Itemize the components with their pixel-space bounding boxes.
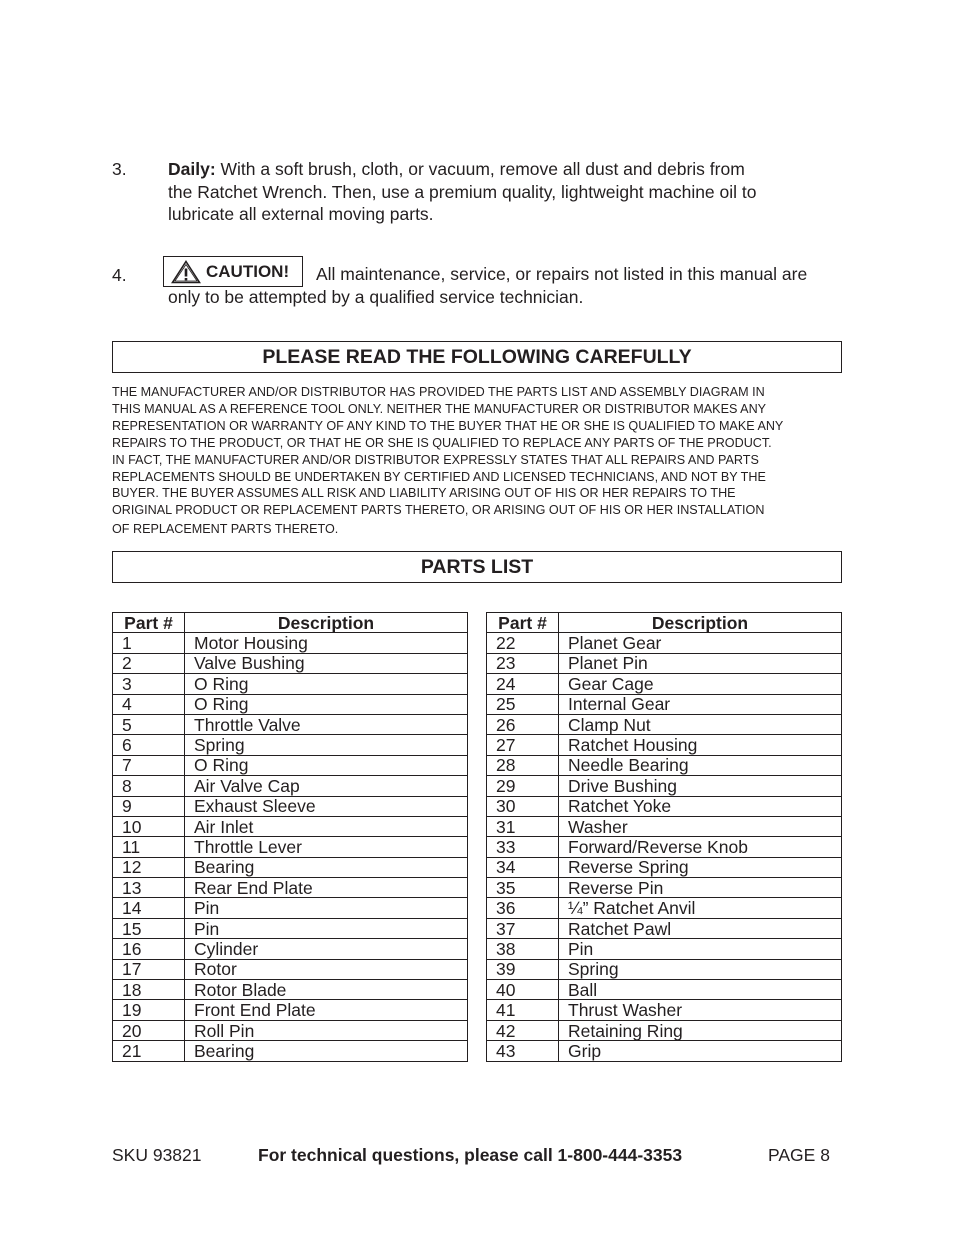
part-number-cell: 34	[487, 857, 559, 877]
part-description-cell: O Ring	[185, 674, 468, 694]
part-description-cell: Bearing	[185, 1041, 468, 1061]
part-description-cell: Planet Pin	[559, 653, 842, 673]
part-number-cell: 35	[487, 878, 559, 898]
part-number-cell: 7	[113, 755, 185, 775]
part-number-cell: 37	[487, 918, 559, 938]
part-number-cell: 42	[487, 1020, 559, 1040]
table-row	[113, 898, 468, 918]
step-3-text	[168, 158, 848, 226]
table-row	[487, 857, 842, 877]
table-row	[487, 959, 842, 979]
part-description-cell: Ratchet Yoke	[559, 796, 842, 816]
part-description-cell: Retaining Ring	[559, 1020, 842, 1040]
footer-contact: For technical questions, please call 1-800-444-3353	[258, 1145, 683, 1165]
table-row	[113, 1041, 468, 1061]
part-description-cell: Rotor	[185, 959, 468, 979]
part-number-cell: 20	[113, 1020, 185, 1040]
table-row	[113, 694, 468, 714]
part-description-cell: Pin	[185, 918, 468, 938]
step-4-line-2: only to be attempted by a qualified service technician.	[168, 287, 584, 307]
disclaimer-line: REPAIRS TO THE PRODUCT, OR THAT HE OR SHE IS QUALIFIED TO REPLACE ANY PARTS OF THE PRODUCT.	[112, 435, 772, 450]
disclaimer-text	[112, 384, 842, 538]
column-header-part: Part #	[113, 613, 185, 633]
table-row	[487, 816, 842, 836]
table-row	[113, 796, 468, 816]
caution-label-box	[163, 256, 303, 287]
part-number-cell: 30	[487, 796, 559, 816]
table-row	[487, 735, 842, 755]
notice-heading: PLEASE READ THE FOLLOWING CAREFULLY	[112, 341, 842, 373]
table-row	[113, 959, 468, 979]
part-number-cell: 31	[487, 816, 559, 836]
column-header-description: Description	[185, 613, 468, 633]
table-row	[487, 1041, 842, 1061]
part-description-cell: Bearing	[185, 857, 468, 877]
part-description-cell: Ratchet Housing	[559, 735, 842, 755]
step-4-number: 4.	[112, 265, 127, 285]
part-description-cell: Reverse Spring	[559, 857, 842, 877]
disclaimer-line: ORIGINAL PRODUCT OR REPLACEMENT PARTS THERETO, OR ARISING OUT OF HIS OR HER INSTALLATION	[112, 503, 765, 518]
parts-table-right	[486, 612, 842, 1062]
warning-triangle-icon	[171, 260, 201, 284]
table-row	[487, 1020, 842, 1040]
table-row	[113, 633, 468, 653]
part-description-cell: O Ring	[185, 755, 468, 775]
parts-table-left	[112, 612, 468, 1062]
part-description-cell: O Ring	[185, 694, 468, 714]
parts-list-heading: PARTS LIST	[112, 551, 842, 583]
part-number-cell: 10	[113, 816, 185, 836]
disclaimer-line: THIS MANUAL AS A REFERENCE TOOL ONLY. NEITHER THE MANUFACTURER OR DISTRIBUTOR MAKES ANY	[112, 401, 767, 416]
table-row	[113, 755, 468, 775]
table-row	[113, 837, 468, 857]
part-number-cell: 12	[113, 857, 185, 877]
table-row	[113, 1000, 468, 1020]
part-number-cell: 21	[113, 1041, 185, 1061]
footer-sku: SKU 93821	[112, 1145, 202, 1165]
table-row	[113, 714, 468, 734]
part-description-cell: Rear End Plate	[185, 878, 468, 898]
part-number-cell: 25	[487, 694, 559, 714]
part-description-cell: Reverse Pin	[559, 878, 842, 898]
part-number-cell: 3	[113, 674, 185, 694]
part-description-cell: Pin	[185, 898, 468, 918]
part-description-cell: Planet Gear	[559, 633, 842, 653]
part-description-cell: Washer	[559, 816, 842, 836]
part-number-cell: 19	[113, 1000, 185, 1020]
step-3-line-3: lubricate all external moving parts.	[168, 204, 434, 224]
part-number-cell: 28	[487, 755, 559, 775]
table-row	[487, 674, 842, 694]
table-row	[113, 816, 468, 836]
part-number-cell: 33	[487, 837, 559, 857]
part-number-cell: 36	[487, 898, 559, 918]
part-description-cell: Valve Bushing	[185, 653, 468, 673]
table-row	[487, 633, 842, 653]
table-row	[113, 735, 468, 755]
parts-table-right-body	[487, 633, 842, 1061]
footer-page-number: PAGE 8	[768, 1145, 830, 1165]
part-number-cell: 14	[113, 898, 185, 918]
caution-label: CAUTION!	[206, 261, 290, 281]
step-4-line-1: All maintenance, service, or repairs not listed in this manual are	[316, 264, 808, 284]
table-row	[487, 653, 842, 673]
table-row	[113, 878, 468, 898]
disclaimer-line: OF REPLACEMENT PARTS THERETO.	[112, 522, 339, 537]
part-number-cell: 18	[113, 980, 185, 1000]
part-description-cell: Front End Plate	[185, 1000, 468, 1020]
part-description-cell: Drive Bushing	[559, 776, 842, 796]
part-number-cell: 4	[113, 694, 185, 714]
table-row	[487, 796, 842, 816]
part-description-cell: Gear Cage	[559, 674, 842, 694]
part-description-cell: Ball	[559, 980, 842, 1000]
part-number-cell: 8	[113, 776, 185, 796]
table-row	[113, 776, 468, 796]
table-row	[113, 980, 468, 1000]
part-number-cell: 1	[113, 633, 185, 653]
table-row	[487, 694, 842, 714]
table-row	[487, 898, 842, 918]
table-row	[487, 755, 842, 775]
part-description-cell: Spring	[559, 959, 842, 979]
part-description-cell: Internal Gear	[559, 694, 842, 714]
part-number-cell: 26	[487, 714, 559, 734]
part-number-cell: 43	[487, 1041, 559, 1061]
column-header-description: Description	[559, 613, 842, 633]
disclaimer-line: REPRESENTATION OR WARRANTY OF ANY KIND TO THE BUYER THAT HE OR SHE IS QUALIFIED TO MAKE ANY	[112, 418, 784, 433]
table-row	[113, 1020, 468, 1040]
part-description-cell: Roll Pin	[185, 1020, 468, 1040]
part-number-cell: 23	[487, 653, 559, 673]
table-row	[487, 980, 842, 1000]
part-number-cell: 15	[113, 918, 185, 938]
part-description-cell: Spring	[185, 735, 468, 755]
part-description-cell: Throttle Valve	[185, 714, 468, 734]
table-row	[113, 918, 468, 938]
step-3-number: 3.	[112, 159, 127, 179]
part-number-cell: 6	[113, 735, 185, 755]
part-description-cell: Throttle Lever	[185, 837, 468, 857]
part-description-cell: Cylinder	[185, 939, 468, 959]
part-description-cell: Clamp Nut	[559, 714, 842, 734]
part-number-cell: 16	[113, 939, 185, 959]
step-3-line-2: the Ratchet Wrench. Then, use a premium quality, lightweight machine oil to	[168, 181, 757, 202]
disclaimer-line: IN FACT, THE MANUFACTURER AND/OR DISTRIBUTOR EXPRESSLY STATES THAT ALL REPAIRS AND PARTS	[112, 452, 759, 467]
part-number-cell: 40	[487, 980, 559, 1000]
step-3-line-1: With a soft brush, cloth, or vacuum, remove all dust and debris from	[215, 159, 745, 179]
part-description-cell: Air Valve Cap	[185, 776, 468, 796]
table-row	[487, 776, 842, 796]
disclaimer-line: REPLACEMENTS SHOULD BE UNDERTAKEN BY CERTIFIED AND LICENSED TECHNICIANS, AND NOT BY THE	[112, 469, 766, 484]
part-description-cell: Forward/Reverse Knob	[559, 837, 842, 857]
column-header-part: Part #	[487, 613, 559, 633]
part-description-cell: Pin	[559, 939, 842, 959]
part-number-cell: 38	[487, 939, 559, 959]
part-number-cell: 22	[487, 633, 559, 653]
disclaimer-line: BUYER. THE BUYER ASSUMES ALL RISK AND LIABILITY ARISING OUT OF HIS OR HER REPAIRS TO THE	[112, 486, 736, 501]
table-row	[113, 674, 468, 694]
part-description-cell: Rotor Blade	[185, 980, 468, 1000]
part-number-cell: 2	[113, 653, 185, 673]
part-number-cell: 9	[113, 796, 185, 816]
table-row	[487, 714, 842, 734]
table-row	[113, 939, 468, 959]
table-row	[487, 837, 842, 857]
part-description-cell: Needle Bearing	[559, 755, 842, 775]
table-row	[487, 1000, 842, 1020]
part-description-cell: Exhaust Sleeve	[185, 796, 468, 816]
table-row	[487, 878, 842, 898]
parts-table-left-body	[113, 633, 468, 1061]
part-description-cell: Motor Housing	[185, 633, 468, 653]
part-description-cell: ¼” Ratchet Anvil	[559, 898, 842, 918]
table-row	[487, 939, 842, 959]
part-description-cell: Thrust Washer	[559, 1000, 842, 1020]
table-row	[113, 653, 468, 673]
part-number-cell: 11	[113, 837, 185, 857]
table-row	[487, 918, 842, 938]
part-number-cell: 41	[487, 1000, 559, 1020]
part-number-cell: 24	[487, 674, 559, 694]
part-description-cell: Air Inlet	[185, 816, 468, 836]
disclaimer-line: THE MANUFACTURER AND/OR DISTRIBUTOR HAS PROVIDED THE PARTS LIST AND ASSEMBLY DIAGRAM IN	[112, 385, 765, 399]
part-number-cell: 17	[113, 959, 185, 979]
part-description-cell: Grip	[559, 1041, 842, 1061]
part-number-cell: 29	[487, 776, 559, 796]
part-number-cell: 5	[113, 714, 185, 734]
part-number-cell: 39	[487, 959, 559, 979]
table-row	[113, 857, 468, 877]
part-description-cell: Ratchet Pawl	[559, 918, 842, 938]
part-number-cell: 27	[487, 735, 559, 755]
step-3-lead: Daily:	[168, 159, 216, 179]
part-number-cell: 13	[113, 878, 185, 898]
